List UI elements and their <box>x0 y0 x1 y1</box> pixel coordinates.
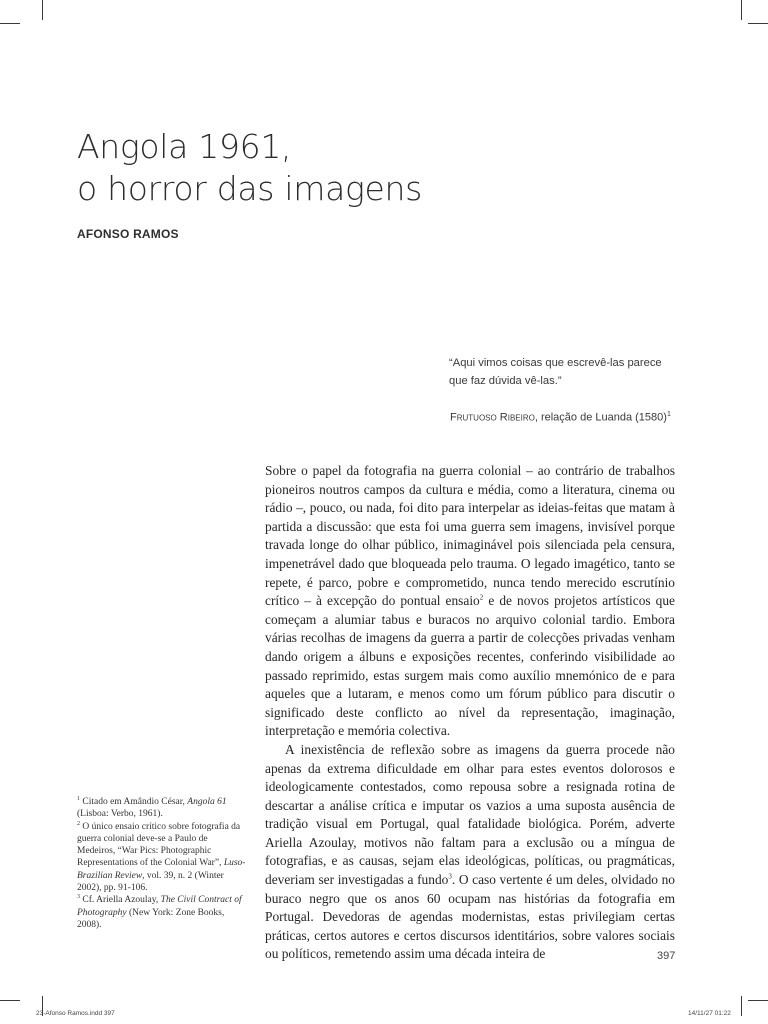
paragraph <box>265 741 675 964</box>
author-name: AFONSO RAMOS <box>77 227 179 241</box>
paragraph-text: Sobre o papel da fotografia na guerra colonial – ao contrário de trabalhos pioneiros noutros campos da cultura e média, como a literatura, cinema ou rádio –, pouco, ou nada, foi dito para interpelar as ideias-feitas que matam à partida a discussão: que esta foi uma guerra sem imagens, invisível porque travada longe do olhar público, inimaginável pois silenciada pela censura, impenetrável dado que bloqueada pelo trauma. O legado imagético, tanto se repete, é parco, pobre e comprometido, nunca tendo merecido escrutínio crítico – à excepção do pontual ensaio <box>265 463 675 609</box>
epigraph-work: , relação de Luanda (1580) <box>534 411 667 424</box>
crop-mark <box>42 0 43 20</box>
crop-mark <box>748 1000 768 1001</box>
paragraph <box>265 462 675 741</box>
footnote-text: Cf. Ariella Azoulay, <box>80 895 161 906</box>
body-text <box>265 462 675 964</box>
print-slug-file: 23-Afonso Ramos.indd 397 <box>36 1010 115 1017</box>
footnote-title: The Civil Contract of Photography <box>77 895 242 918</box>
crop-mark <box>748 23 768 24</box>
footnote-ref: 2 <box>479 593 484 602</box>
footnote-number: 1 <box>77 795 80 802</box>
footnote-text: (New York: Zone Books, 2008). <box>77 907 225 930</box>
footnote-ref: 1 <box>666 411 671 418</box>
footnote-text: (Lisboa: Verbo, 1961). <box>77 809 163 820</box>
footnote <box>77 821 247 895</box>
footnote <box>77 894 247 931</box>
footnote-ref: 3 <box>448 872 452 881</box>
crop-mark <box>741 0 742 20</box>
page-title <box>77 126 422 210</box>
crop-mark <box>0 1000 20 1001</box>
footnote-text: O único ensaio crítico sobre fotografia da guerra colonial deve-se a Paulo de Medeiros, “War Pics: Photographic Representations of the Colonial War”, <box>77 821 241 869</box>
paragraph-text: . O caso vertente é um deles, olvidado no buraco negro que os anos 60 ocupam nas histórias da fotografia em Portugal. Devedoras de agendas modernistas, estas privilegiam certas práticas, certos autores e certos discursos identitários, sobre valores sociais ou políticos, remetendo assim uma década inteira de <box>265 872 675 962</box>
title-line-1: Angola 1961, <box>77 127 292 166</box>
epigraph-quote: “Aqui vimos coisas que escrevê-las parece que faz dúvida vê-las.” <box>449 357 662 387</box>
crop-mark <box>741 996 742 1016</box>
print-slug-date: 14/11/27 01:22 <box>688 1010 731 1017</box>
epigraph-author: Frutuoso Ribeiro <box>450 411 535 424</box>
footnote-title: Angola 61 <box>187 797 227 807</box>
title-line-2: o horror das imagens <box>77 169 423 208</box>
footnote-number: 3 <box>77 894 80 901</box>
footnotes <box>77 796 247 931</box>
footnote-number: 2 <box>77 820 80 827</box>
paragraph-text: A inexistência de reflexão sobre as imagens da guerra procede não apenas da extrema dificuldade em olhar para estes eventos dolorosos e ideologicamente contestados, como repousa sobre a resignada rotina de descartar a análise crítica e imputar os vazios a uma suposta ausência de tradição visual em Portugal, qual fatalidade biológica. Porém, adverte Ariella Azoulay, motivos não faltam para a exclusão ou a míngua de fotografias, e as causas, sejam elas ideológicas, políticas, ou pragmáticas, deveriam ser investigadas a fundo <box>265 741 675 888</box>
footnote-title: Luso-Brazilian Review <box>77 858 246 881</box>
footnote-text: , vol. 39, n. 2 (Winter 2002), pp. 91-106. <box>77 870 224 894</box>
crop-mark <box>0 23 20 24</box>
footnote-text: Citado em Amândio César, <box>80 797 188 807</box>
epigraph-source <box>450 411 671 424</box>
page-number: 397 <box>657 950 676 962</box>
footnote <box>77 796 247 821</box>
paragraph-text: e de novos projetos artísticos que começam a alumiar tabus e buracos no arquivo colonial tardio. Embora várias recolhas de imagens da guerra a partir de colecções privadas venham dando origem a álbuns e exposições recentes, conferindo visibilidade ao passado reprimido, estas surgem mais como auxílio mnemónico de e para aqueles que a lutaram, e menos como um fórum público para discutir o significado deste conflicto ao nível da representação, imaginação, interpretação e memória colectiva. <box>265 593 676 739</box>
